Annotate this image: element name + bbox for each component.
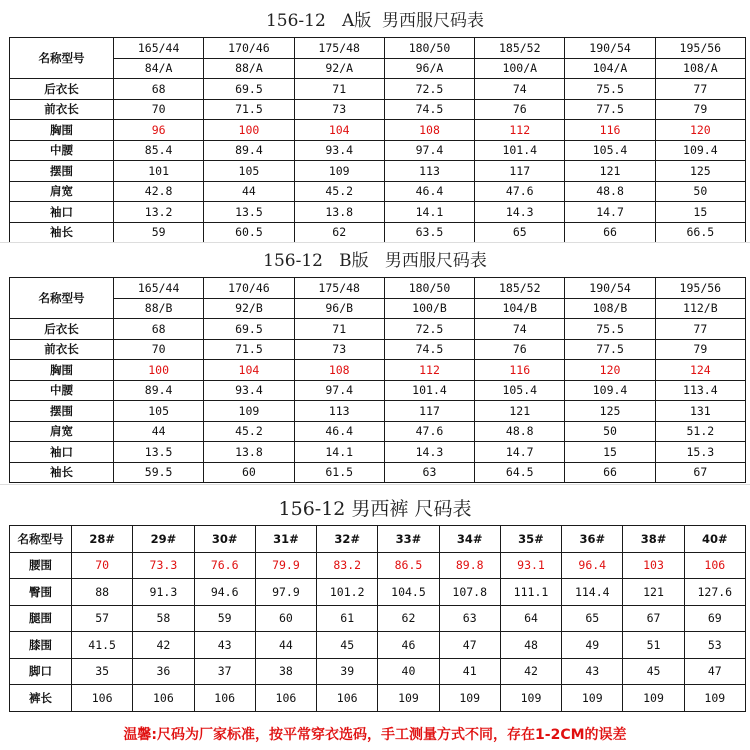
- measurement-value: 106: [133, 685, 194, 712]
- measurement-value: 100: [114, 360, 204, 381]
- measurement-value: 69.5: [204, 319, 294, 340]
- measurement-value: 60.5: [204, 222, 294, 243]
- measurement-value: 46: [378, 632, 439, 659]
- measurement-value: 58: [133, 605, 194, 632]
- measurement-value: 121: [475, 401, 565, 422]
- measurement-row: [10, 605, 746, 632]
- measurement-value: 121: [565, 161, 655, 182]
- measurement-value: 47: [684, 658, 745, 685]
- measurement-value: 109: [623, 685, 684, 712]
- measurement-value: 66: [565, 222, 655, 243]
- measurement-value: 89.4: [204, 140, 294, 161]
- type-header-cell: 96/B: [294, 298, 384, 319]
- measurement-value: 57: [72, 605, 133, 632]
- measurement-value: 107.8: [439, 579, 500, 606]
- measurement-value: 42: [133, 632, 194, 659]
- measurement-label: 腿围: [10, 605, 72, 632]
- measurement-value: 47: [439, 632, 500, 659]
- measurement-value: 45: [623, 658, 684, 685]
- measurement-row: [10, 79, 746, 100]
- measurement-label: 摆围: [10, 161, 114, 182]
- measurement-value: 113: [384, 161, 474, 182]
- measurement-value: 96: [114, 120, 204, 141]
- size-header-cell: 28#: [72, 526, 133, 553]
- size-header-cell: 35#: [500, 526, 561, 553]
- measurement-value: 36: [133, 658, 194, 685]
- measurement-value: 106: [317, 685, 378, 712]
- measurement-value: 74.5: [384, 99, 474, 120]
- measurement-value: 70: [114, 99, 204, 120]
- measurement-value: 46.4: [294, 421, 384, 442]
- size-header-cell: 31#: [255, 526, 316, 553]
- size-header-row: [10, 526, 746, 553]
- measurement-value: 40: [378, 658, 439, 685]
- measurement-value: 105.4: [475, 380, 565, 401]
- header-label: 名称型号: [10, 278, 114, 319]
- measurement-value: 61.5: [294, 462, 384, 483]
- measurement-label: 肩宽: [10, 181, 114, 202]
- measurement-value: 67: [623, 605, 684, 632]
- measurement-value: 116: [475, 360, 565, 381]
- measurement-value: 14.3: [384, 442, 474, 463]
- measurement-value: 109: [500, 685, 561, 712]
- measurement-value: 101.4: [384, 380, 474, 401]
- size-header-cell: 195/56: [655, 278, 745, 299]
- header-label: 名称型号: [10, 526, 72, 553]
- measurement-value: 109: [439, 685, 500, 712]
- measurement-value: 59: [114, 222, 204, 243]
- measurement-value: 51.2: [655, 421, 745, 442]
- measurement-value: 69: [684, 605, 745, 632]
- measurement-value: 71: [294, 319, 384, 340]
- measurement-row: [10, 202, 746, 223]
- measurement-row: [10, 339, 746, 360]
- measurement-value: 106: [72, 685, 133, 712]
- measurement-value: 109: [204, 401, 294, 422]
- measurement-value: 41.5: [72, 632, 133, 659]
- measurement-value: 85.4: [114, 140, 204, 161]
- measurement-value: 112: [475, 120, 565, 141]
- measurement-value: 106: [194, 685, 255, 712]
- measurement-value: 79: [655, 339, 745, 360]
- jacket-a-size-table: [9, 37, 746, 243]
- type-header-cell: 108/A: [655, 58, 745, 79]
- measurement-value: 83.2: [317, 552, 378, 579]
- measurement-row: [10, 120, 746, 141]
- measurement-value: 37: [194, 658, 255, 685]
- measurement-value: 35: [72, 658, 133, 685]
- measurement-value: 76: [475, 339, 565, 360]
- measurement-value: 111.1: [500, 579, 561, 606]
- measurement-value: 76: [475, 99, 565, 120]
- measurement-value: 13.2: [114, 202, 204, 223]
- measurement-row: [10, 579, 746, 606]
- measurement-label: 胸围: [10, 360, 114, 381]
- size-header-cell: 34#: [439, 526, 500, 553]
- type-header-cell: 96/A: [384, 58, 474, 79]
- measurement-value: 48.8: [475, 421, 565, 442]
- measurement-value: 113: [294, 401, 384, 422]
- measurement-value: 66: [565, 462, 655, 483]
- measurement-value: 97.9: [255, 579, 316, 606]
- measurement-value: 39: [317, 658, 378, 685]
- size-header-cell: 38#: [623, 526, 684, 553]
- measurement-value: 66.5: [655, 222, 745, 243]
- measurement-value: 13.8: [294, 202, 384, 223]
- measurement-value: 103: [623, 552, 684, 579]
- measurement-value: 88: [72, 579, 133, 606]
- measurement-value: 65: [562, 605, 623, 632]
- measurement-value: 62: [294, 222, 384, 243]
- jacket-b-size-table: [9, 277, 746, 483]
- measurement-value: 79: [655, 99, 745, 120]
- measurement-label: 前衣长: [10, 99, 114, 120]
- measurement-value: 71.5: [204, 99, 294, 120]
- size-header-cell: 33#: [378, 526, 439, 553]
- measurement-value: 117: [475, 161, 565, 182]
- measurement-value: 101.2: [317, 579, 378, 606]
- measurement-value: 62: [378, 605, 439, 632]
- type-header-cell: 88/A: [204, 58, 294, 79]
- measurement-value: 109.4: [565, 380, 655, 401]
- measurement-value: 79.9: [255, 552, 316, 579]
- measurement-value: 108: [384, 120, 474, 141]
- measurement-value: 50: [565, 421, 655, 442]
- measurement-value: 44: [114, 421, 204, 442]
- measurement-value: 72.5: [384, 319, 474, 340]
- measurement-value: 93.4: [204, 380, 294, 401]
- size-header-cell: 180/50: [384, 38, 474, 59]
- measurement-value: 108: [294, 360, 384, 381]
- pants-title: 156-12 男西裤 尺码表: [278, 498, 472, 520]
- measurement-value: 48: [500, 632, 561, 659]
- size-header-cell: 180/50: [384, 278, 474, 299]
- measurement-value: 121: [623, 579, 684, 606]
- type-header-cell: 104/B: [475, 298, 565, 319]
- type-header-cell: 104/A: [565, 58, 655, 79]
- measurement-label: 臀围: [10, 579, 72, 606]
- measurement-value: 71.5: [204, 339, 294, 360]
- measurement-label: 前衣长: [10, 339, 114, 360]
- measurement-value: 71: [294, 79, 384, 100]
- type-header-cell: 92/A: [294, 58, 384, 79]
- measurement-value: 42: [500, 658, 561, 685]
- measurement-value: 68: [114, 319, 204, 340]
- measurement-value: 101: [114, 161, 204, 182]
- measurement-value: 104: [204, 360, 294, 381]
- measurement-value: 61: [317, 605, 378, 632]
- measurement-row: [10, 380, 746, 401]
- size-header-cell: 190/54: [565, 278, 655, 299]
- measurement-value: 77.5: [565, 339, 655, 360]
- measurement-value: 73: [294, 339, 384, 360]
- measurement-value: 74: [475, 319, 565, 340]
- measurement-label: 后衣长: [10, 79, 114, 100]
- measurement-row: [10, 685, 746, 712]
- measurement-value: 117: [384, 401, 474, 422]
- measurement-value: 113.4: [655, 380, 745, 401]
- measurement-value: 53: [684, 632, 745, 659]
- measurement-value: 45.2: [204, 421, 294, 442]
- measurement-row: [10, 632, 746, 659]
- type-header-row: [10, 58, 746, 79]
- measurement-value: 70: [114, 339, 204, 360]
- measurement-row: [10, 181, 746, 202]
- measurement-row: [10, 222, 746, 243]
- measurement-value: 77.5: [565, 99, 655, 120]
- section-divider: [0, 242, 750, 243]
- measurement-row: [10, 401, 746, 422]
- measurement-value: 42.8: [114, 181, 204, 202]
- measurement-value: 127.6: [684, 579, 745, 606]
- measurement-value: 13.5: [204, 202, 294, 223]
- measurement-label: 后衣长: [10, 319, 114, 340]
- measurement-value: 109: [378, 685, 439, 712]
- measurement-value: 38: [255, 658, 316, 685]
- measurement-value: 77: [655, 319, 745, 340]
- measurement-row: [10, 421, 746, 442]
- size-header-cell: 165/44: [114, 38, 204, 59]
- measurement-value: 51: [623, 632, 684, 659]
- measurement-value: 116: [565, 120, 655, 141]
- measurement-value: 125: [565, 401, 655, 422]
- jacket-a-title: 156-12 A版 男西服尺码表: [265, 11, 485, 31]
- measurement-row: [10, 140, 746, 161]
- measurement-value: 106: [255, 685, 316, 712]
- measurement-label: 腰围: [10, 552, 72, 579]
- size-header-cell: 32#: [317, 526, 378, 553]
- measurement-value: 105: [204, 161, 294, 182]
- measurement-value: 89.4: [114, 380, 204, 401]
- measurement-value: 94.6: [194, 579, 255, 606]
- measurement-value: 120: [655, 120, 745, 141]
- size-header-cell: 190/54: [565, 38, 655, 59]
- section-divider: [0, 484, 750, 485]
- measurement-value: 74.5: [384, 339, 474, 360]
- measurement-value: 14.1: [384, 202, 474, 223]
- size-header-cell: 165/44: [114, 278, 204, 299]
- jacket-b-title: 156-12 B版 男西服尺码表: [263, 251, 487, 271]
- size-header-cell: 170/46: [204, 278, 294, 299]
- measurement-value: 63.5: [384, 222, 474, 243]
- measurement-label: 袖口: [10, 202, 114, 223]
- size-header-cell: 185/52: [475, 278, 565, 299]
- measurement-value: 96.4: [562, 552, 623, 579]
- type-header-cell: 92/B: [204, 298, 294, 319]
- measurement-value: 73.3: [133, 552, 194, 579]
- measurement-row: [10, 360, 746, 381]
- measurement-row: [10, 552, 746, 579]
- measurement-value: 114.4: [562, 579, 623, 606]
- measurement-value: 73: [294, 99, 384, 120]
- size-header-cell: 175/48: [294, 278, 384, 299]
- measurement-value: 72.5: [384, 79, 474, 100]
- measurement-value: 75.5: [565, 79, 655, 100]
- measurement-value: 64.5: [475, 462, 565, 483]
- measurement-value: 104.5: [378, 579, 439, 606]
- measurement-label: 中腰: [10, 140, 114, 161]
- type-header-cell: 108/B: [565, 298, 655, 319]
- size-header-cell: 29#: [133, 526, 194, 553]
- measurement-value: 70: [72, 552, 133, 579]
- measurement-value: 106: [684, 552, 745, 579]
- type-header-cell: 112/B: [655, 298, 745, 319]
- measurement-value: 43: [194, 632, 255, 659]
- size-header-row: [10, 278, 746, 299]
- measurement-label: 脚口: [10, 658, 72, 685]
- measurement-row: [10, 658, 746, 685]
- measurement-value: 48.8: [565, 181, 655, 202]
- size-header-row: [10, 38, 746, 59]
- measurement-value: 65: [475, 222, 565, 243]
- measurement-value: 131: [655, 401, 745, 422]
- size-header-cell: 30#: [194, 526, 255, 553]
- measurement-value: 93.4: [294, 140, 384, 161]
- measurement-label: 摆围: [10, 401, 114, 422]
- measurement-value: 109: [562, 685, 623, 712]
- measurement-label: 袖长: [10, 222, 114, 243]
- measurement-value: 125: [655, 161, 745, 182]
- measurement-value: 101.4: [475, 140, 565, 161]
- measurement-value: 43: [562, 658, 623, 685]
- measurement-value: 44: [204, 181, 294, 202]
- measurement-value: 15: [565, 442, 655, 463]
- measurement-value: 76.6: [194, 552, 255, 579]
- measurement-value: 97.4: [384, 140, 474, 161]
- measurement-value: 120: [565, 360, 655, 381]
- measurement-value: 89.8: [439, 552, 500, 579]
- measurement-row: [10, 161, 746, 182]
- measurement-value: 45: [317, 632, 378, 659]
- measurement-value: 45.2: [294, 181, 384, 202]
- type-header-cell: 84/A: [114, 58, 204, 79]
- measurement-value: 105: [114, 401, 204, 422]
- measurement-value: 63: [384, 462, 474, 483]
- measurement-label: 膝围: [10, 632, 72, 659]
- measurement-value: 14.7: [565, 202, 655, 223]
- measurement-value: 14.1: [294, 442, 384, 463]
- measurement-label: 中腰: [10, 380, 114, 401]
- measurement-value: 15.3: [655, 442, 745, 463]
- measurement-value: 47.6: [475, 181, 565, 202]
- measurement-value: 75.5: [565, 319, 655, 340]
- measurement-value: 64: [500, 605, 561, 632]
- size-header-cell: 175/48: [294, 38, 384, 59]
- measurement-value: 109: [684, 685, 745, 712]
- type-header-row: [10, 298, 746, 319]
- measurement-value: 105.4: [565, 140, 655, 161]
- pants-size-table: [9, 525, 746, 712]
- size-header-cell: 36#: [562, 526, 623, 553]
- size-header-cell: 185/52: [475, 38, 565, 59]
- measurement-value: 109.4: [655, 140, 745, 161]
- measurement-value: 41: [439, 658, 500, 685]
- measurement-value: 59: [194, 605, 255, 632]
- measurement-value: 112: [384, 360, 474, 381]
- measurement-value: 68: [114, 79, 204, 100]
- type-header-cell: 100/A: [475, 58, 565, 79]
- measurement-value: 97.4: [294, 380, 384, 401]
- measurement-value: 77: [655, 79, 745, 100]
- measurement-value: 50: [655, 181, 745, 202]
- measurement-row: [10, 99, 746, 120]
- measurement-value: 100: [204, 120, 294, 141]
- measurement-value: 44: [255, 632, 316, 659]
- measurement-label: 袖口: [10, 442, 114, 463]
- measurement-value: 59.5: [114, 462, 204, 483]
- measurement-value: 46.4: [384, 181, 474, 202]
- measurement-row: [10, 442, 746, 463]
- measurement-value: 109: [294, 161, 384, 182]
- measurement-value: 60: [255, 605, 316, 632]
- measurement-row: [10, 462, 746, 483]
- measurement-label: 裤长: [10, 685, 72, 712]
- type-header-cell: 88/B: [114, 298, 204, 319]
- measurement-value: 69.5: [204, 79, 294, 100]
- measurement-label: 袖长: [10, 462, 114, 483]
- size-header-cell: 40#: [684, 526, 745, 553]
- measurement-value: 91.3: [133, 579, 194, 606]
- measurement-label: 胸围: [10, 120, 114, 141]
- measurement-value: 74: [475, 79, 565, 100]
- measurement-value: 49: [562, 632, 623, 659]
- measurement-row: [10, 319, 746, 340]
- measurement-value: 93.1: [500, 552, 561, 579]
- measurement-value: 104: [294, 120, 384, 141]
- measurement-value: 60: [204, 462, 294, 483]
- size-notice: 温馨:尺码为厂家标准，按平常穿衣选码，手工测量方式不同，存在1-2CM的误差: [123, 727, 627, 743]
- measurement-label: 肩宽: [10, 421, 114, 442]
- measurement-value: 14.7: [475, 442, 565, 463]
- header-label: 名称型号: [10, 38, 114, 79]
- measurement-value: 86.5: [378, 552, 439, 579]
- measurement-value: 13.5: [114, 442, 204, 463]
- type-header-cell: 100/B: [384, 298, 474, 319]
- measurement-value: 14.3: [475, 202, 565, 223]
- size-header-cell: 195/56: [655, 38, 745, 59]
- measurement-value: 47.6: [384, 421, 474, 442]
- size-header-cell: 170/46: [204, 38, 294, 59]
- measurement-value: 13.8: [204, 442, 294, 463]
- measurement-value: 63: [439, 605, 500, 632]
- measurement-value: 67: [655, 462, 745, 483]
- measurement-value: 124: [655, 360, 745, 381]
- measurement-value: 15: [655, 202, 745, 223]
